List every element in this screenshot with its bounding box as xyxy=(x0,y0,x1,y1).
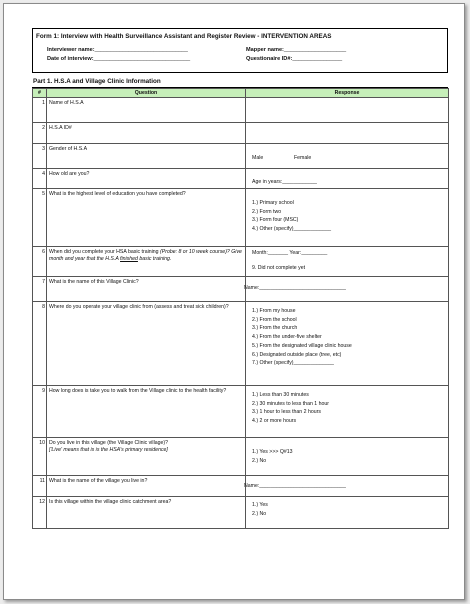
row-number: 2 xyxy=(33,123,47,144)
option[interactable]: 2.) No xyxy=(252,510,267,517)
interviewer-line: ______________________________ xyxy=(94,47,188,53)
table-row xyxy=(33,123,449,144)
document-page xyxy=(3,3,465,600)
date-label: Date of interview: xyxy=(47,56,94,62)
question-text: What is the name of the village you live in? xyxy=(47,476,246,497)
age-field[interactable]: Age in years:____________ xyxy=(252,179,317,185)
row-number: 3 xyxy=(33,144,47,169)
form-header-box xyxy=(32,28,448,73)
table-row xyxy=(33,438,449,476)
response-cell[interactable] xyxy=(246,247,449,277)
row-number: 4 xyxy=(33,169,47,189)
question-table xyxy=(32,88,449,529)
option[interactable]: 3.) Form four (MSC) xyxy=(252,217,299,224)
row-number: 5 xyxy=(33,189,47,247)
option[interactable]: 3.) 1 hour to less than 2 hours xyxy=(252,409,321,416)
month-year-field[interactable]: Month:_______ Year:_________ xyxy=(252,250,328,256)
option[interactable]: 2.) From the school xyxy=(252,316,297,323)
row-number: 7 xyxy=(33,277,47,302)
response-cell[interactable] xyxy=(246,277,449,302)
response-cell[interactable] xyxy=(246,169,449,189)
table-row xyxy=(33,476,449,497)
option[interactable]: 7.) Other (specify)______________ xyxy=(252,360,334,367)
question-text: How long does is take you to walk from the Village clinic to the health facility? xyxy=(47,386,246,438)
mapper-field[interactable] xyxy=(246,47,346,53)
header-response: Response xyxy=(246,89,449,98)
table-row xyxy=(33,247,449,277)
table-row xyxy=(33,169,449,189)
header-num: # xyxy=(33,89,47,98)
question-text: H.S.A ID# xyxy=(47,123,246,144)
option-female[interactable]: Female xyxy=(294,155,312,161)
response-cell[interactable] xyxy=(246,123,449,144)
response-cell[interactable] xyxy=(246,497,449,529)
clinic-name-field[interactable]: Name:______________________________ xyxy=(244,285,346,291)
question-text: Gender of H.S.A xyxy=(47,144,246,169)
response-cell[interactable] xyxy=(246,144,449,169)
date-field[interactable] xyxy=(47,56,190,62)
questionnaire-line: ________________ xyxy=(292,56,343,62)
table-row xyxy=(33,98,449,123)
question-text xyxy=(47,438,246,476)
table-row xyxy=(33,189,449,247)
response-cell[interactable] xyxy=(246,98,449,123)
table-row xyxy=(33,386,449,438)
option-male[interactable]: Male xyxy=(252,155,264,161)
option[interactable]: 5.) From the designated village clinic house xyxy=(252,342,352,349)
question-text xyxy=(47,247,246,277)
question-text: What is the name of this Village Clinic? xyxy=(47,277,246,302)
question-text: Where do you operate your village clinic from (assess and treat sick children)? xyxy=(47,302,246,386)
part1-title: Part 1. H.S.A and Village Clinic Information xyxy=(32,76,448,88)
response-cell[interactable] xyxy=(246,438,449,476)
question-probe-end: basic training. xyxy=(137,256,172,262)
option[interactable]: 4.) From the under-five shelter xyxy=(252,334,322,341)
question-emphasis: finished xyxy=(120,256,138,262)
row-number: 8 xyxy=(33,302,47,386)
date-line: _______________________________ xyxy=(93,56,191,62)
question-text: How old are you? xyxy=(47,169,246,189)
questionnaire-label: Questionaire ID#: xyxy=(246,56,293,62)
question-note: ['Live' means that is is the HSA's primary residence] xyxy=(49,447,168,453)
question-text: What is the highest level of education you have completed? xyxy=(47,189,246,247)
option[interactable]: 3.) From the church xyxy=(252,325,298,332)
header-question: Question xyxy=(47,89,246,98)
interviewer-field[interactable] xyxy=(47,47,188,53)
table-header-row xyxy=(33,89,449,98)
questionnaire-field[interactable] xyxy=(246,56,342,62)
row-number: 11 xyxy=(33,476,47,497)
form-content xyxy=(32,28,448,529)
row-number: 10 xyxy=(33,438,47,476)
village-name-field[interactable]: Name:______________________________ xyxy=(244,483,346,489)
question-main: Do you live in this village (the Village Clinic village)? xyxy=(49,440,168,446)
option[interactable]: 4.) 2 or more hours xyxy=(252,418,297,425)
table-row xyxy=(33,144,449,169)
response-cell[interactable] xyxy=(246,386,449,438)
response-cell[interactable] xyxy=(246,189,449,247)
response-cell[interactable] xyxy=(246,476,449,497)
option[interactable]: 2.) 30 minutes to less than 1 hour xyxy=(252,400,329,407)
option[interactable]: 1.) From my house xyxy=(252,308,296,314)
option[interactable]: 1.) Primary school xyxy=(252,200,294,206)
row-number: 9 xyxy=(33,386,47,438)
response-cell[interactable] xyxy=(246,302,449,386)
row-number: 1 xyxy=(33,98,47,123)
option[interactable]: 1.) Yes >>> Q#13 xyxy=(252,449,293,455)
table-row xyxy=(33,302,449,386)
option[interactable]: 1.) Less than 30 minutes xyxy=(252,392,309,398)
option[interactable]: 2.) Form two xyxy=(252,208,282,215)
interviewer-label: Interviewer name: xyxy=(47,47,95,53)
question-text: Name of H.S.A xyxy=(47,98,246,123)
table-row xyxy=(33,277,449,302)
table-row xyxy=(33,497,449,529)
question-main: When did you complete your HSA basic training xyxy=(49,249,159,255)
question-probe: (Probe: 8 or 10 week course)? Give month and year that the H.S.A xyxy=(49,249,242,262)
row-number: 12 xyxy=(33,497,47,529)
option[interactable]: 4.) Other (specify)_____________ xyxy=(252,226,332,233)
option[interactable]: 1.) Yes xyxy=(252,502,268,508)
mapper-label: Mapper name: xyxy=(246,47,284,53)
mapper-line: ____________________ xyxy=(283,47,347,53)
row-number: 6 xyxy=(33,247,47,277)
question-text: Is this village within the village clinic catchment area? xyxy=(47,497,246,529)
option-not-complete[interactable]: 9. Did not complete yet xyxy=(252,265,306,271)
option[interactable]: 6.) Designated outside place (tree, etc) xyxy=(252,351,342,358)
form-title: Form 1: Interview with Health Surveillance Assistant and Register Review - INTERVENTION AREAS xyxy=(36,33,332,40)
option[interactable]: 2.) No xyxy=(252,457,267,464)
